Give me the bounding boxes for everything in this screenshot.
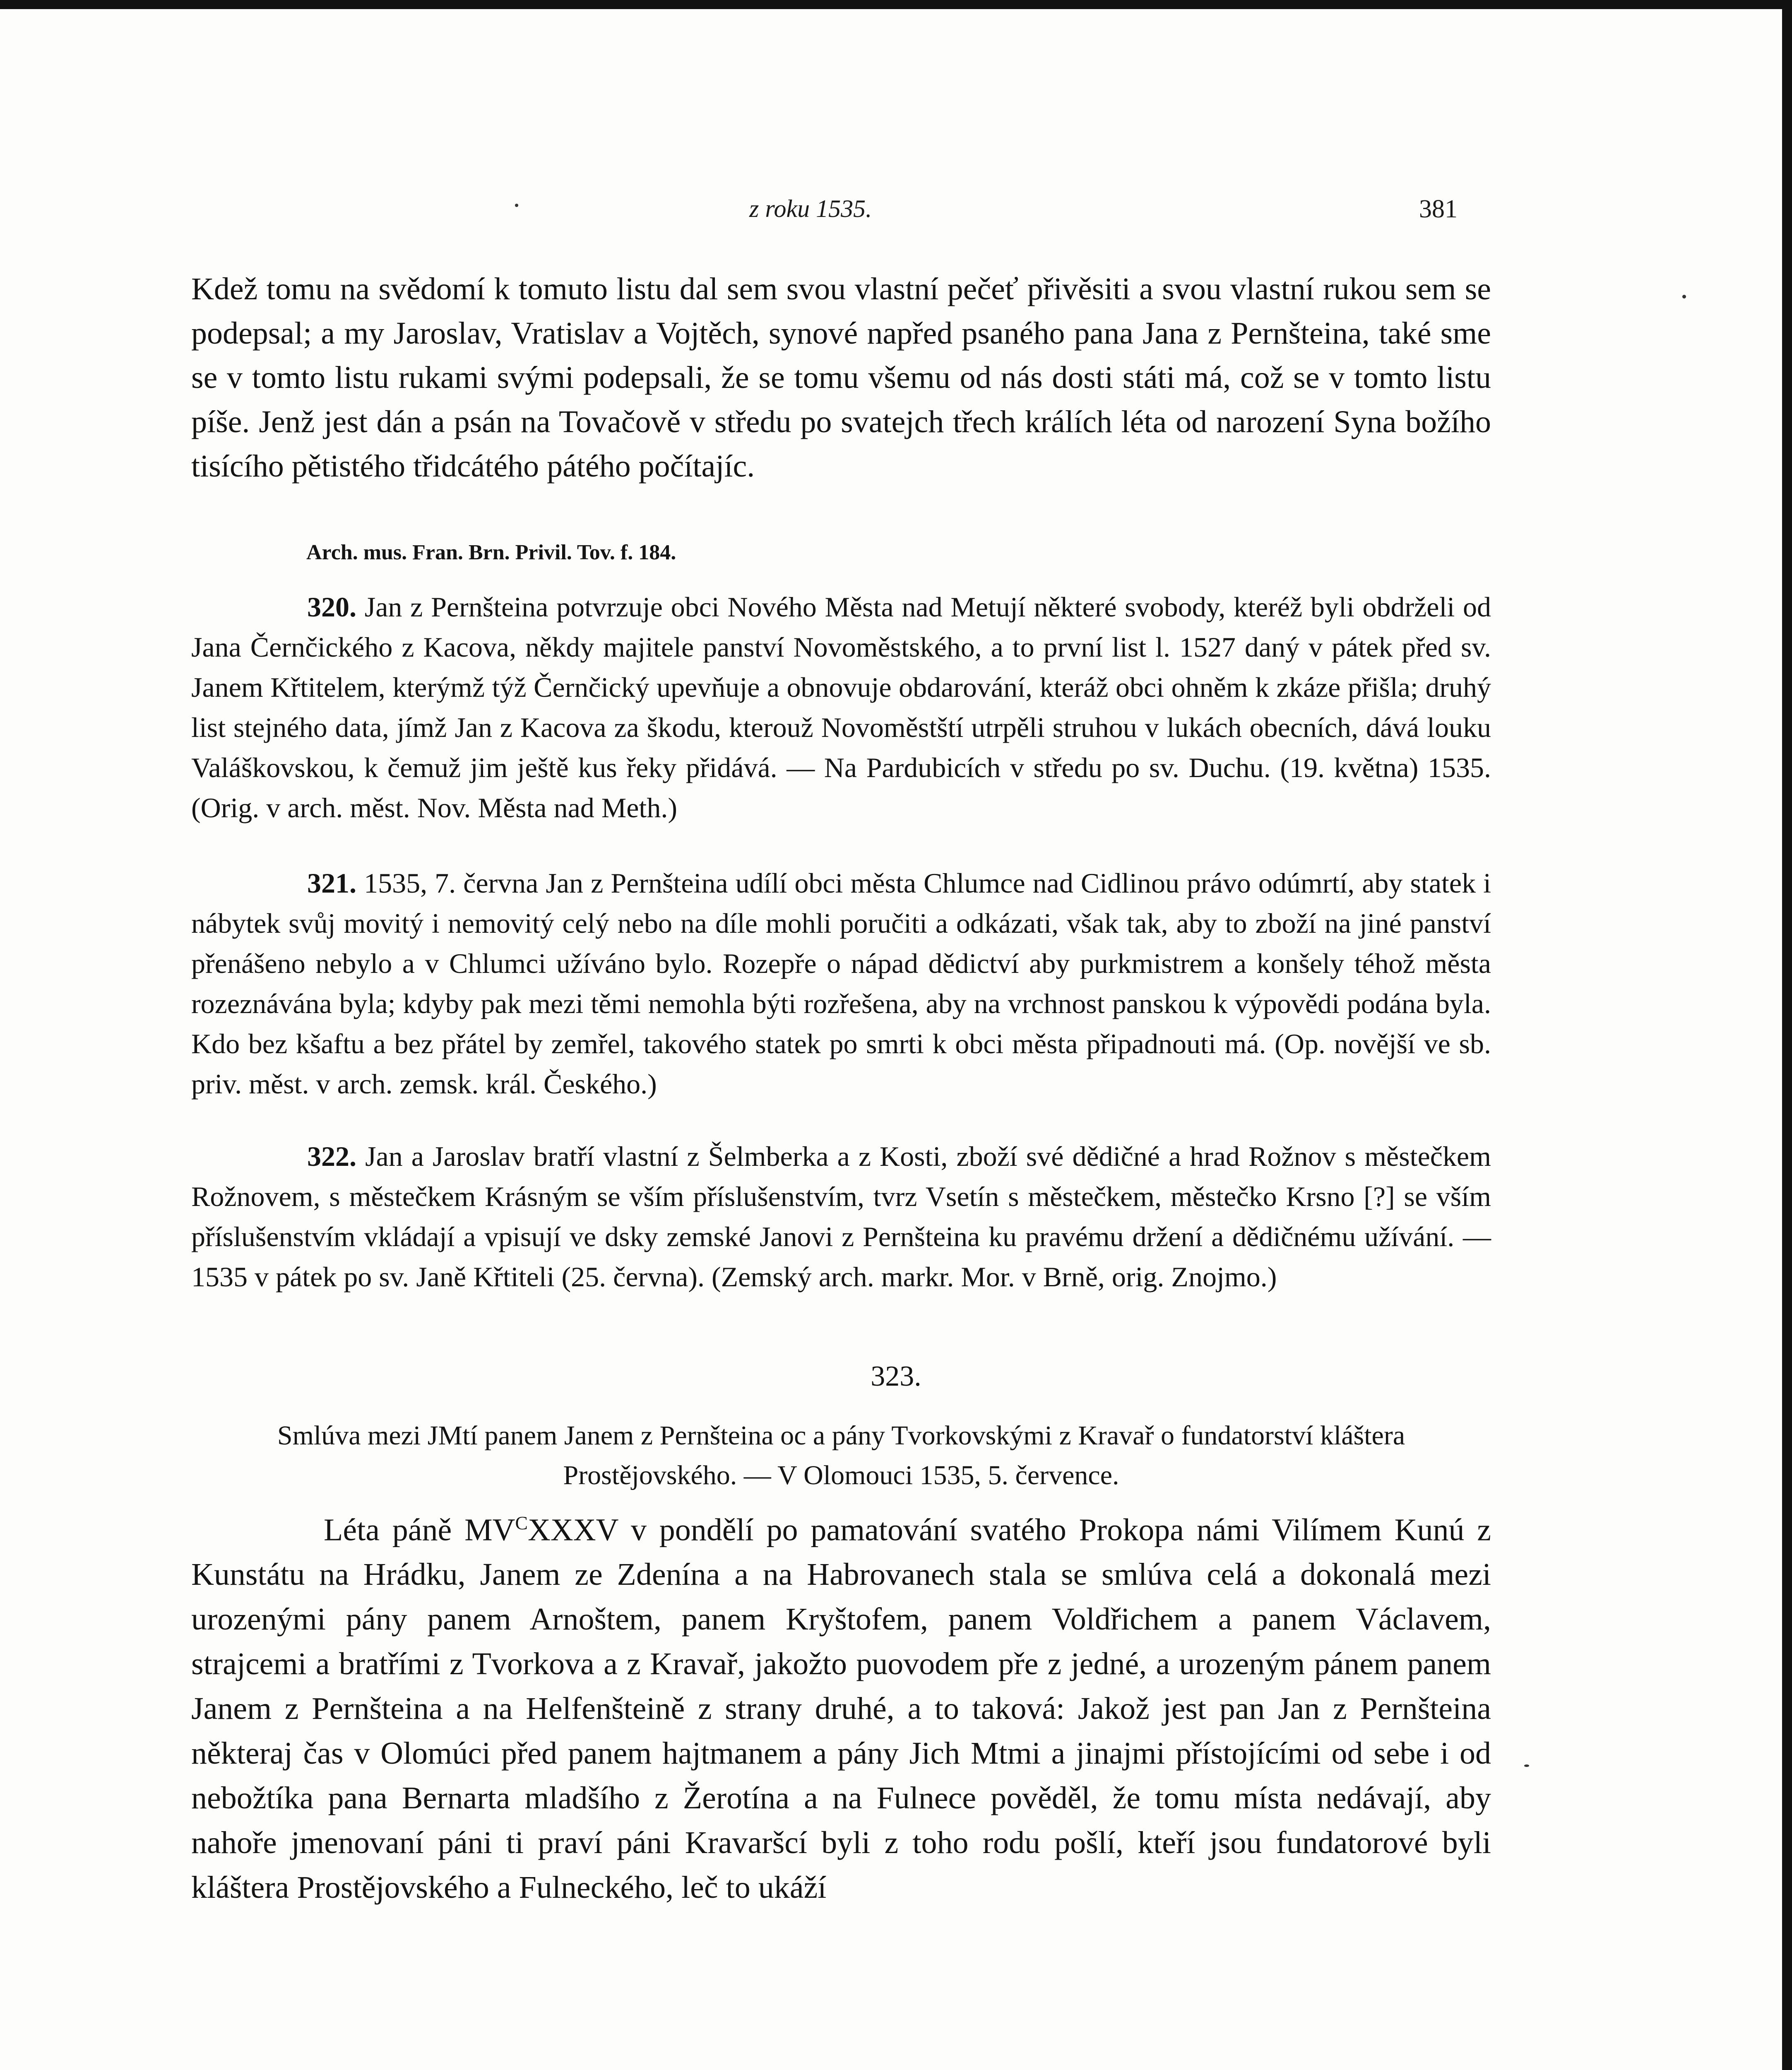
body-rest: XXXV v pondělí po pamatování svatého Prokopa námi Vilímem Kunú z Kunstátu na Hrádku, Janem ze Zdenína a na Habrovanech stala se smlúva celá a dokonalá mezi urozenými pány panem Arnoštem, panem Kryštofem, panem Voldřichem a panem Václavem, strajcemi a bratřími z Tvorkova a z Kravař, jakožto puovodem pře z jedné, a urozeným pánem panem Janem z Pernšteina a na Helfenšteině z strany druhé, a to taková: Jakož jest pan Jan z Pernšteina některaj čas v Olomúci před panem hajtmanem a pány Jich Mtmi a jinajmi přístojícími od sebe i od nebožtíka pana Bernarta mladšího z Žerotína a na Fulnece pověděl, že tomu místa nedávají, aby nahoře jmenovaní páni ti praví páni Kravaršcí byli z toho rodu pošlí, kteří jsou fundatorové byli kláštera Prostějovského a Fulneckého, leč to ukáží	[191, 1512, 1491, 1905]
regest-text: Jan a Jaroslav bratří vlastní z Šelmberka a z Kosti, zboží své dědičné a hrad Rožnov s městečkem Rožnovem, s městečkem Krásným se vším příslušenstvím, tvrz Vsetín s městečkem, městečko Krsno [?] se vším příslušenstvím vkládají a vpisují ve dsky zemské Janovi z Pernšteina ku pravému držení a dědičnému užívání. — 1535 v pátek po sv. Janě Křtiteli (25. června). (Zemský arch. markr. Mor. v Brně, orig. Znojmo.)	[191, 1141, 1491, 1293]
regest-number: 321.	[307, 867, 356, 899]
scan-speck	[1524, 1764, 1529, 1767]
scan-speck	[1682, 295, 1686, 298]
paragraph-1: Kdež tomu na svědomí k tomuto listu dal sem svou vlastní pečeť přivěsiti a svou vlastní rukou sem se podepsal; a my Jaroslav, Vratislav a Vojtěch, synové napřed psaného pana Jana z Pernšteina, také sme se v tomto listu rukami svými podepsali, že se tomu všemu od nás dosti státi má, což se v tomto listu píše. Jenž jest dán a psán na Tovačově v středu po svatejch třech králích léta od narození Syna božího tisícího pětistého třidcátého pátého počítajíc.	[191, 272, 1491, 484]
document-number: 323.	[871, 1360, 921, 1392]
scan-speck	[515, 204, 518, 207]
source-note: Arch. mus. Fran. Brn. Privil. Tov. f. 184.	[306, 541, 676, 564]
body-start: Léta páně MV	[324, 1512, 515, 1548]
regest-322	[191, 1136, 1491, 1297]
scan-border-top	[0, 0, 1792, 9]
regest-number: 322.	[307, 1141, 356, 1172]
scan-border-right	[1782, 0, 1792, 2070]
body-superscript: C	[515, 1512, 528, 1533]
regest-320	[191, 587, 1491, 828]
page-number: 381	[1419, 195, 1458, 223]
regest-321	[191, 863, 1491, 1104]
document-title: Smlúva mezi JMtí panem Janem z Pernšteina oc a pány Tvorkovskými z Kravař o fundatorství kláštera Prostějovského. — V Olomouci 1535, 5. července.	[277, 1420, 1405, 1490]
regest-text: Jan z Pernšteina potvrzuje obci Nového Města nad Metují některé svobody, kteréž byli obdrželi od Jana Černčického z Kacova, někdy majitele panství Novoměstského, a to první list l. 1527 daný v pátek před sv. Janem Křtitelem, kterýmž týž Černčický upevňuje a obnovuje obdarování, kteráž obci ohněm k zkáze přišla; druhý list stejného data, jímž Jan z Kacova za škodu, kterouž Novoměstští utrpěli struhou v lukách obecních, dává louku Valáškovskou, k čemuž jim ještě kus řeky přidává. — Na Pardubicích v středu po sv. Duchu. (19. května) 1535. (Orig. v arch. měst. Nov. Města nad Meth.)	[191, 591, 1491, 823]
regest-text: 1535, 7. června Jan z Pernšteina udílí obci města Chlumce nad Cidlinou právo odúmrtí, aby statek i nábytek svůj movitý i nemovitý celý nebo na díle mohli poručiti a odkázati, však tak, aby to zboží na jiné panství přenášeno nebylo a v Chlumci užíváno bylo. Rozepře o nápad dědictví aby purkmistrem a konšely téhož města rozeznávána byla; kdyby pak mezi těmi nemohla býti rozřešena, aby na vrchnost panskou k výpovědi podána byla. Kdo bez kšaftu a bez přátel by zemřel, takového statek po smrti k obci města připadnouti má. (Op. novější ve sb. priv. měst. v arch. zemsk. král. Českého.)	[191, 867, 1491, 1100]
regest-number: 320.	[307, 591, 356, 623]
document-body	[191, 1501, 1491, 1910]
running-title: z roku 1535.	[749, 195, 872, 222]
